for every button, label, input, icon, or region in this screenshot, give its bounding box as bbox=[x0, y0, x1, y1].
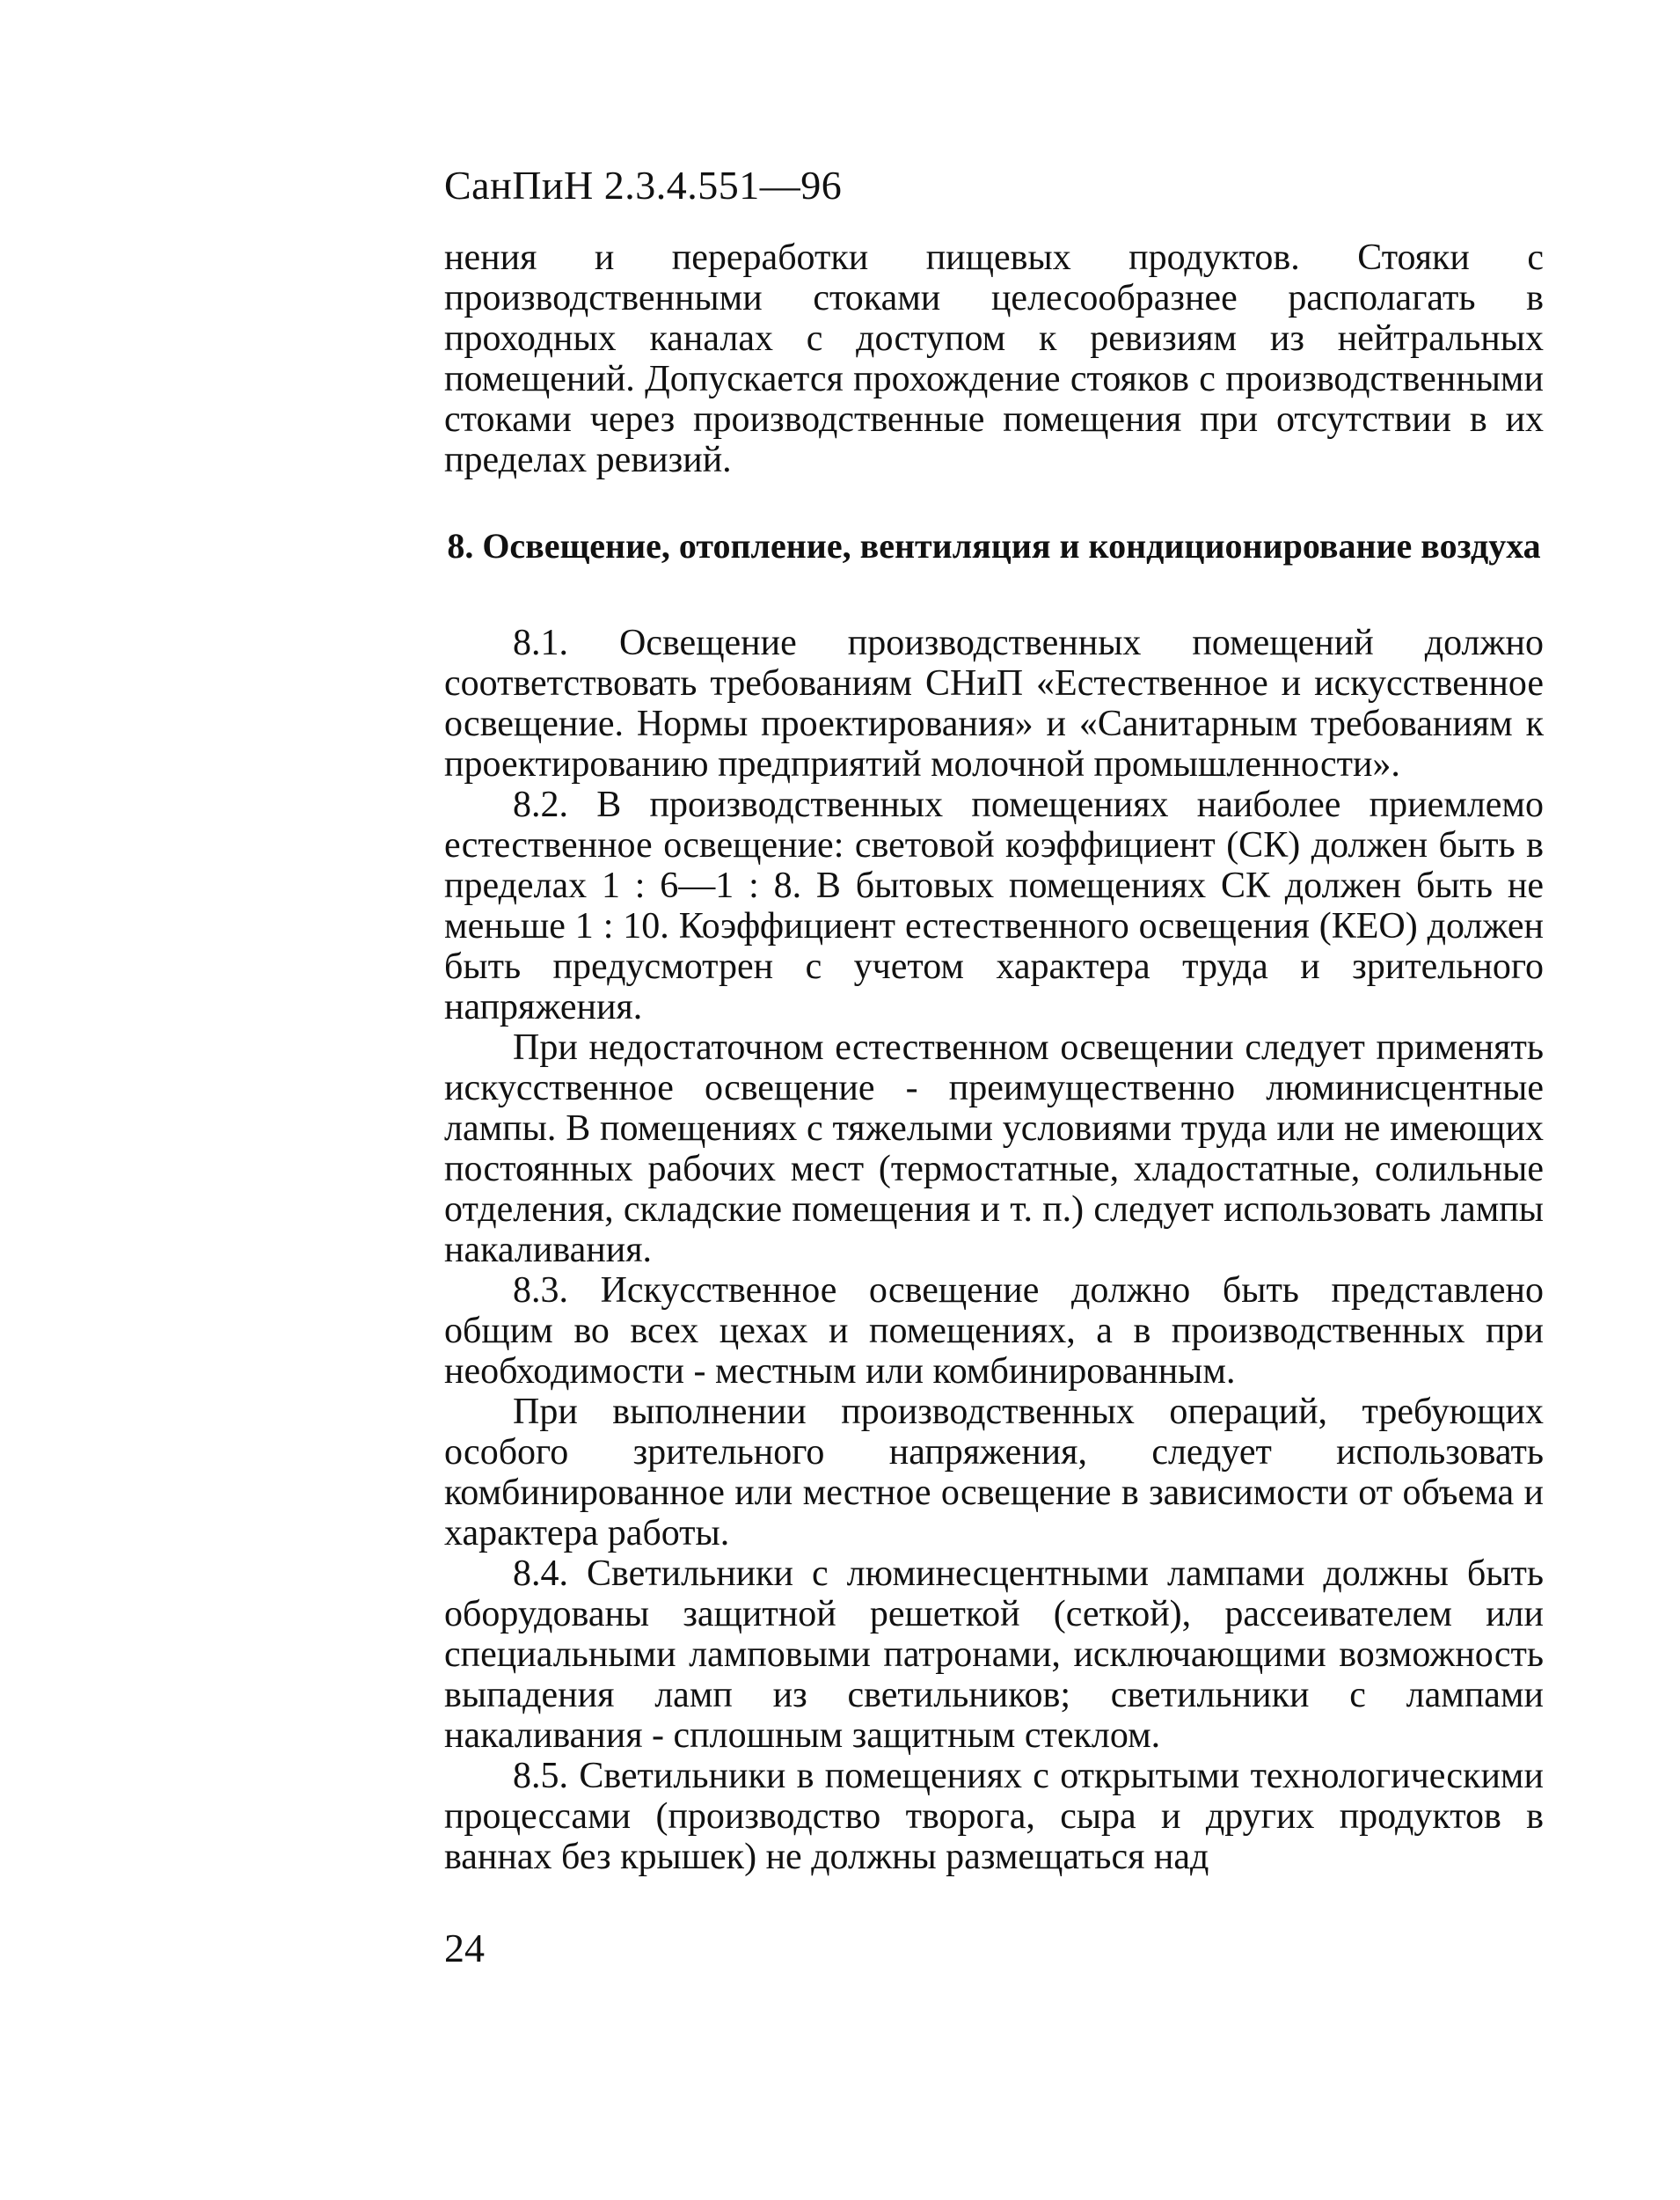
paragraph-8-3: 8.3. Искусственное освещение должно быть представлено общим во всех цехах и помещениях, а в производственных при необходимости - местным или комбинированным. bbox=[444, 1270, 1544, 1392]
intro-text-block bbox=[444, 238, 1544, 480]
section-heading: 8. Освещение, отопление, вентиляция и кондиционирование воздуха bbox=[447, 526, 1541, 566]
paragraph-8-1: 8.1. Освещение производственных помещений должно соответствовать требованиям СНиП «Естественное и искусственное освещение. Нормы проектирования» и «Санитарным требованиям к проектированию предприятий молочной промышленности». bbox=[444, 623, 1544, 785]
paragraph-8-3-continued: При выполнении производственных операций, требующих особого зрительного напряжения, следует использовать комбинированное или местное освещение в зависимости от объема и характера работы. bbox=[444, 1392, 1544, 1553]
section-body bbox=[444, 623, 1544, 1877]
page-number: 24 bbox=[444, 1926, 485, 1970]
document-header: СанПиН 2.3.4.551—96 bbox=[444, 163, 843, 208]
paragraph-8-5: 8.5. Светильники в помещениях с открытыми технологическими процессами (производство творога, сыра и других продуктов в ваннах без крышек) не должны размещаться над bbox=[444, 1756, 1544, 1877]
paragraph-8-2-continued: При недостаточном естественном освещении следует применять искусственное освещение - преимущественно люминисцентные лампы. В помещениях с тяжелыми условиями труда или не имеющих постоянных рабочих мест (термостатные, хладостатные, солильные отделения, складские помещения и т. п.) следует использовать лампы накаливания. bbox=[444, 1027, 1544, 1270]
paragraph-8-4: 8.4. Светильники с люминесцентными лампами должны быть оборудованы защитной решеткой (сеткой), рассеивателем или специальными ламповыми патронами, исключающими возможность выпадения ламп из светильников; светильники с лампами накаливания - сплошным защитным стеклом. bbox=[444, 1553, 1544, 1756]
paragraph-8-2: 8.2. В производственных помещениях наиболее приемлемо естественное освещение: световой коэффициент (СК) должен быть в пределах 1 : 6—1 : 8. В бытовых помещениях СК должен быть не меньше 1 : 10. Коэффициент естественного освещения (КЕО) должен быть предусмотрен с учетом характера труда и зрительного напряжения. bbox=[444, 785, 1544, 1027]
intro-paragraph: нения и переработки пищевых продуктов. Стояки с производственными стоками целесообразнее располагать в проходных каналах с доступом к ревизиям из нейтральных помещений. Допускается прохождение стояков с производственными стоками через производственные помещения при отсутствии в их пределах ревизий. bbox=[444, 238, 1544, 480]
